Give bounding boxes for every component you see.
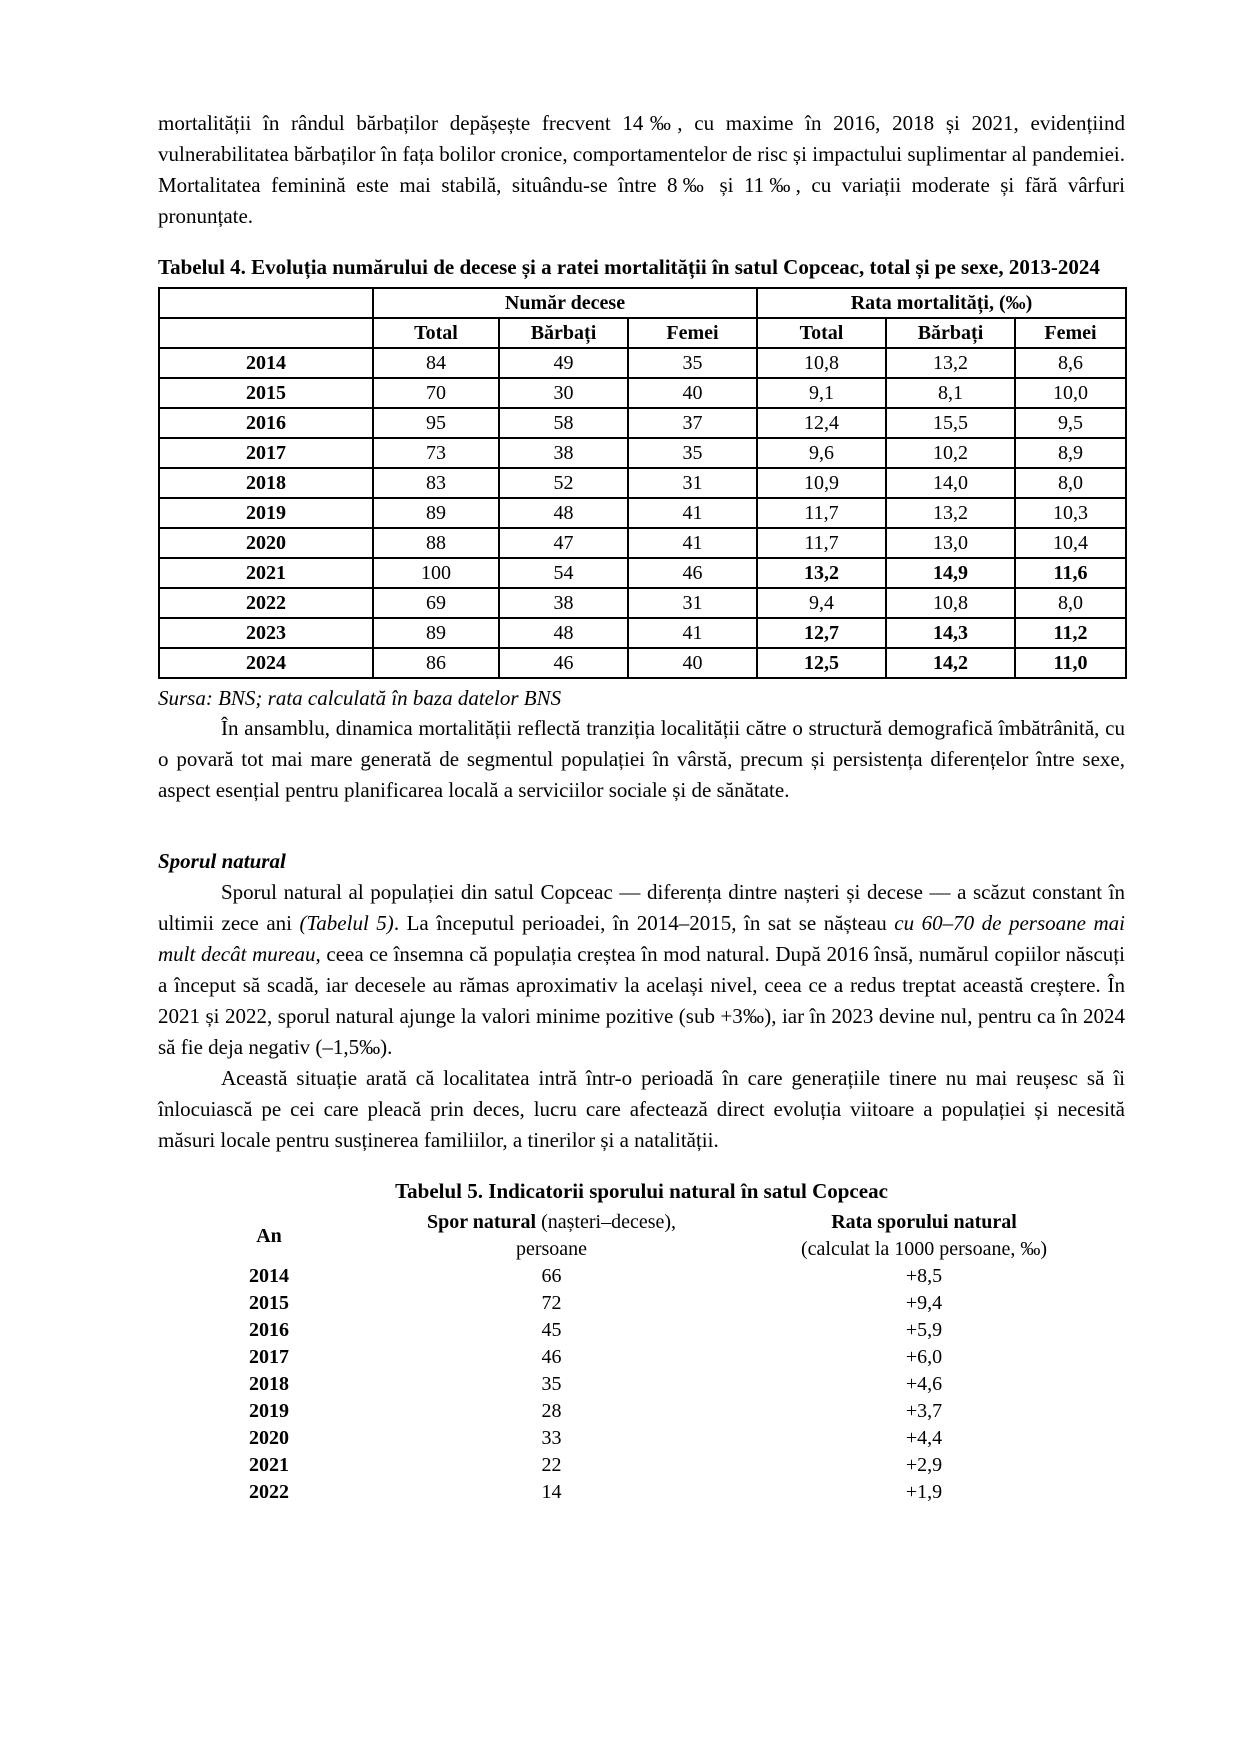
natural-increase-cell: 14 [541,1481,562,1503]
value-cell: 88 [373,528,499,558]
year-cell: 2021 [249,1454,289,1476]
table-row [159,558,1126,588]
value-cell: 89 [373,498,499,528]
value-cell: 49 [499,348,628,378]
natural-increase-cell: 35 [541,1373,562,1395]
table-row [159,408,1126,438]
value-cell: 38 [499,438,628,468]
value-cell: 11,6 [1015,558,1126,588]
table-row [158,1479,1125,1506]
year-cell: 2017 [159,438,373,468]
table4-group-header-deaths: Număr decese [373,288,757,318]
value-cell: 10,8 [757,348,886,378]
value-cell: 46 [628,558,757,588]
table-row [159,468,1126,498]
paragraph-overview: În ansamblu, dinamica mortalității reflectă tranziția localității către o structură demografică îmbătrânită, cu o povară tot mai mare generată de segmentul populației în vârstă, precum și persistența diferențelor între sexe, aspect esențial pentru planificarea locală a serviciilor sociale și de sănătate. [158,716,1125,802]
source-note: Sursa: BNS; rata calculată în baza datelor BNS [158,686,562,710]
year-cell: 2016 [159,408,373,438]
rate-cell: +2,9 [905,1454,943,1476]
value-cell: 8,1 [886,378,1015,408]
value-cell: 41 [628,498,757,528]
paragraph-natural-growth [158,877,1125,1063]
table-row [158,1317,1125,1344]
natural-increase-cell: 46 [541,1346,562,1368]
rate-cell: +3,7 [905,1400,943,1422]
table5-header-natural-increase [380,1209,723,1263]
value-cell: 8,0 [1015,468,1126,498]
table-row [159,528,1126,558]
paragraph-mortality-continuation: mortalității în rândul bărbaților depășește frecvent 14‰, cu maxime în 2016, 2018 și 2021, evidențiind vulnerabilitatea bărbaților în fața bolilor cronice, comportamentelor de risc și impactului suplimentar al pandemiei. Mortalitatea feminină este mai stabilă, situându-se între 8‰ și 11‰, cu variații moderate și fără vârfuri pronunțate. [158,111,1125,228]
table4-header-men-deaths: Bărbați [499,318,628,348]
year-cell: 2014 [159,348,373,378]
natural-increase-cell: 45 [541,1319,562,1341]
value-cell: 40 [628,378,757,408]
value-cell: 41 [628,528,757,558]
value-cell: 14,0 [886,468,1015,498]
value-cell: 69 [373,588,499,618]
section-heading-natural-growth: Sporul natural [158,849,286,873]
value-cell: 58 [499,408,628,438]
value-cell: 31 [628,468,757,498]
text-run: (Tabelul 5) [299,911,394,935]
value-cell: 10,8 [886,588,1015,618]
value-cell: 37 [628,408,757,438]
value-cell: 10,9 [757,468,886,498]
table4-sub-header-row [159,318,1126,348]
table4-corner-cell [159,288,373,318]
value-cell: 9,1 [757,378,886,408]
value-cell: 41 [628,618,757,648]
table5-header-natural-increase-line1 [380,1209,723,1236]
year-cell: 2016 [249,1319,289,1341]
value-cell: 10,4 [1015,528,1126,558]
year-cell: 2015 [159,378,373,408]
table-row [159,498,1126,528]
table-row [158,1371,1125,1398]
value-cell: 11,0 [1015,648,1126,678]
table-row [158,1452,1125,1479]
value-cell: 30 [499,378,628,408]
value-cell: 48 [499,498,628,528]
value-cell: 9,6 [757,438,886,468]
table-row [159,438,1126,468]
year-cell: 2023 [159,618,373,648]
value-cell: 14,2 [886,648,1015,678]
table-row [159,618,1126,648]
value-cell: 89 [373,618,499,648]
table-row [159,648,1126,678]
value-cell: 35 [628,438,757,468]
text-run: , ceea ce însemna că populația creștea în mod natural. După 2016 însă, numărul copiilor născuți a început să scadă, iar decesele au rămas aproximativ la același nivel, ceea ce a redus treptat această creștere. În 2021 și 2022, sporul natural ajunge la valori minime pozitive (sub +3‰), iar în 2023 devine nul, pentru ca în 2024 să fie deja negativ (–1,5‰). [158,942,1125,1059]
rate-cell: +1,9 [905,1481,943,1503]
value-cell: 47 [499,528,628,558]
table4-corner-cell [159,318,373,348]
value-cell: 73 [373,438,499,468]
value-cell: 83 [373,468,499,498]
value-cell: 54 [499,558,628,588]
value-cell: 14,9 [886,558,1015,588]
table-row [158,1263,1125,1290]
table4-header-total-deaths: Total [373,318,499,348]
table-row [159,588,1126,618]
value-cell: 8,9 [1015,438,1126,468]
value-cell: 70 [373,378,499,408]
year-cell: 2021 [159,558,373,588]
table-row [159,348,1126,378]
table4-header-total-rate: Total [757,318,886,348]
year-cell: 2024 [159,648,373,678]
table4-group-header-rate: Rata mortalități, (‰) [757,288,1126,318]
table5-header-year: An [256,1224,282,1247]
table4-header-women-deaths: Femei [628,318,757,348]
rate-cell: +8,5 [905,1265,943,1287]
value-cell: 31 [628,588,757,618]
natural-increase-cell: 28 [541,1400,562,1422]
year-cell: 2019 [159,498,373,528]
paragraph-generations: Această situație arată că localitatea intră într-o perioadă în care generațiile tinere nu mai reușesc să îi înlocuiască pe cei care pleacă prin deces, lucru care afectează direct evoluția viitoare a populației și necesită măsuri locale pentru susținerea familiilor, a tinerilor și a natalității. [158,1066,1125,1152]
table4-header-women-rate: Femei [1015,318,1126,348]
natural-growth-table [158,1209,1125,1506]
year-cell: 2018 [249,1373,289,1395]
natural-increase-cell: 22 [541,1454,562,1476]
rate-cell: +6,0 [905,1346,943,1368]
value-cell: 86 [373,648,499,678]
value-cell: 12,5 [757,648,886,678]
table5-header-natural-increase-normal: (nașteri–decese), [536,1211,677,1233]
table4-header-men-rate: Bărbați [886,318,1015,348]
value-cell: 13,2 [886,498,1015,528]
value-cell: 11,7 [757,528,886,558]
year-cell: 2019 [249,1400,289,1422]
rate-cell: +4,6 [905,1373,943,1395]
value-cell: 10,0 [1015,378,1126,408]
table-row [158,1290,1125,1317]
value-cell: 10,3 [1015,498,1126,528]
rate-cell: +5,9 [905,1319,943,1341]
text-run: . La începutul perioadei, în 2014–2015, în sat se nășteau [393,911,895,935]
table5-header-rate-line1: Rata sporului natural [831,1211,1017,1233]
table-row [158,1425,1125,1452]
year-cell: 2018 [159,468,373,498]
year-cell: 2014 [249,1265,289,1287]
table-row [158,1398,1125,1425]
value-cell: 14,3 [886,618,1015,648]
table-row [159,378,1126,408]
table4-caption: Tabelul 4. Evoluția numărului de decese și a ratei mortalității în satul Copceac, total și pe sexe, 2013-2024 [158,255,1100,279]
text-run: Sporul natural al populației din satul Copceac — diferența dintre nașteri și decese — a scăzut constant în ultimii zece ani [158,880,1125,935]
text-run: cu 60–70 de persoane mai mult decât mureau [158,911,1125,966]
table5-header-rate [723,1209,1125,1263]
value-cell: 95 [373,408,499,438]
value-cell: 46 [499,648,628,678]
natural-increase-cell: 72 [541,1292,562,1314]
value-cell: 48 [499,618,628,648]
value-cell: 40 [628,648,757,678]
deaths-mortality-table [158,287,1127,679]
value-cell: 100 [373,558,499,588]
value-cell: 11,2 [1015,618,1126,648]
year-cell: 2022 [249,1481,289,1503]
value-cell: 9,4 [757,588,886,618]
value-cell: 12,4 [757,408,886,438]
year-cell: 2017 [249,1346,289,1368]
year-cell: 2022 [159,588,373,618]
table5-header-row [158,1209,1125,1263]
table5-header-natural-increase-line2: persoane [515,1238,588,1260]
year-cell: 2020 [249,1427,289,1449]
natural-increase-cell: 33 [541,1427,562,1449]
natural-increase-cell: 66 [541,1265,562,1287]
table5-header-rate-line2: (calculat la 1000 persoane, ‰) [800,1238,1047,1260]
value-cell: 35 [628,348,757,378]
value-cell: 52 [499,468,628,498]
value-cell: 8,0 [1015,588,1126,618]
value-cell: 15,5 [886,408,1015,438]
value-cell: 38 [499,588,628,618]
table4-group-header-row [159,288,1126,318]
year-cell: 2020 [159,528,373,558]
table5-caption: Tabelul 5. Indicatorii sporului natural în satul Copceac [395,1179,888,1203]
rate-cell: +9,4 [905,1292,943,1314]
value-cell: 84 [373,348,499,378]
value-cell: 8,6 [1015,348,1126,378]
value-cell: 11,7 [757,498,886,528]
value-cell: 9,5 [1015,408,1126,438]
value-cell: 10,2 [886,438,1015,468]
year-cell: 2015 [249,1292,289,1314]
value-cell: 13,0 [886,528,1015,558]
value-cell: 13,2 [757,558,886,588]
value-cell: 13,2 [886,348,1015,378]
rate-cell: +4,4 [905,1427,943,1449]
table-row [158,1344,1125,1371]
table5-header-natural-increase-bold: Spor natural [426,1211,537,1233]
value-cell: 12,7 [757,618,886,648]
